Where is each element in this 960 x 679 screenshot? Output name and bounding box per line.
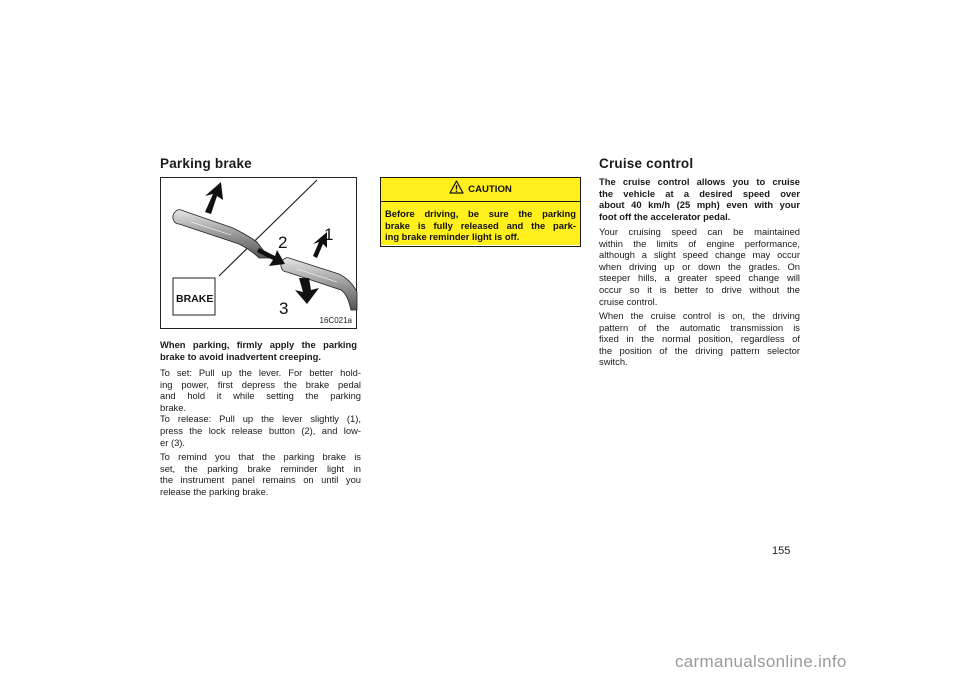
text-line: brake to avoid inadvertent creeping. [160,350,321,362]
text-line: when driving up or down the grades. On [599,260,800,272]
parking-brake-illustration [160,177,357,329]
text-line: ing power, first depress the brake pedal [160,378,361,390]
step-3-label: 3 [279,299,289,318]
section-title-cruise-control: Cruise control [599,156,694,171]
page-number: 155 [772,545,791,557]
step-1-label: 1 [324,225,334,244]
text-line: occur so it is better to drive without the [599,283,800,295]
text-line: When parking, firmly apply the parking [160,339,357,350]
text-line: The cruise control allows you to cruise [599,176,800,187]
parking-brake-lever-drawing [161,178,358,330]
caution-header [381,178,580,202]
text-line: the position of the driving pattern selector [599,344,800,356]
cruise-control-transmission [599,310,800,368]
text-line: Before driving, be sure the parking [385,208,576,219]
text-line: the vehicle at a desired speed over [599,187,800,199]
text-line: brake is fully released and the park- [385,219,576,231]
parking-brake-reminder [160,451,361,497]
caution-text [381,202,580,245]
step-2-label: 2 [278,233,288,252]
brake-indicator-label: BRAKE [176,293,214,305]
text-line: press the lock release button (2), and low- [160,424,361,436]
text-line: within the limits of engine performance, [599,237,800,249]
cruise-control-intro [599,176,800,222]
text-line: about 40 km/h (25 mph) even with your [599,199,800,211]
text-line: When the cruise control is on, the driving [599,310,800,321]
section-title-parking-brake: Parking brake [160,156,252,171]
text-line: cruise control. [599,295,658,307]
cruise-control-speed [599,226,800,307]
caution-box [380,177,581,247]
text-line: set, the parking brake reminder light in [160,462,361,474]
parking-brake-set-release [160,367,361,448]
text-line: steeper hills, a greater speed change will [599,272,800,284]
text-line: er (3). [160,436,186,448]
text-line: and hold it while setting the parking [160,390,361,402]
text-line: To set: Pull up the lever. For better hold- [160,367,361,378]
text-line: fixed in the normal position, regardless of [599,333,800,345]
watermark: carmanualsonline.info [675,652,847,671]
text-line: To release: Pull up the lever slightly (1), [160,413,361,425]
text-line: pattern of the automatic transmission is [599,321,800,333]
text-line: the instrument panel remains on until you [160,474,361,486]
text-line: Your cruising speed can be maintained [599,226,800,237]
text-line: brake. [160,401,187,413]
text-line: ing brake reminder light is off. [385,231,520,243]
caution-title: CAUTION [468,184,512,195]
text-line: switch. [599,356,628,368]
figure-code: 16C021a [319,316,352,325]
parking-brake-intro [160,339,357,362]
text-line: release the parking brake. [160,485,269,497]
warning-triangle-icon [449,180,464,199]
text-line: To remind you that the parking brake is [160,451,361,462]
text-line: although a slight speed change may occur [599,249,800,261]
text-line: foot off the accelerator pedal. [599,210,731,222]
